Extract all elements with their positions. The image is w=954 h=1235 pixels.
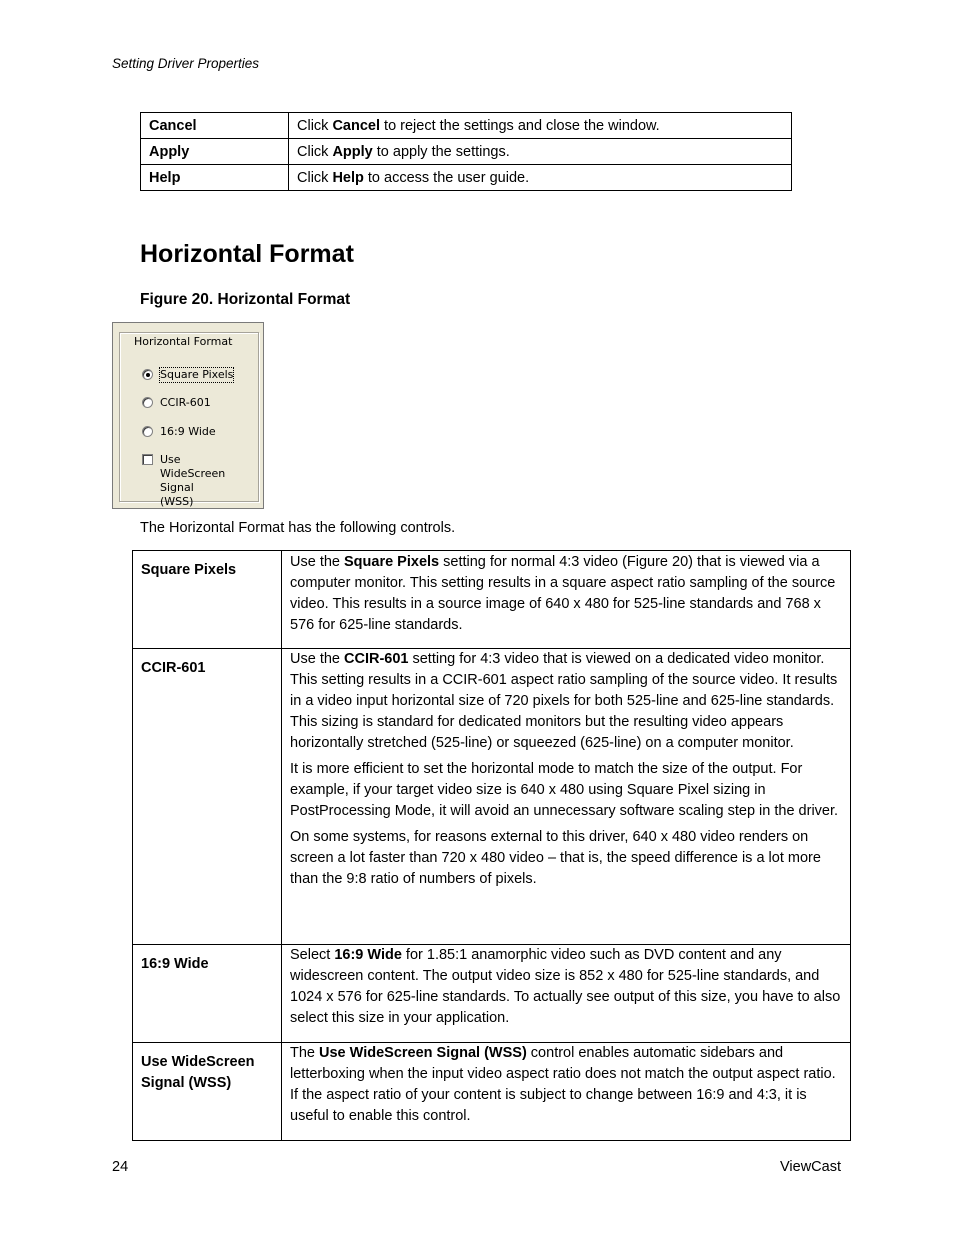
groupbox-title: Horizontal Format xyxy=(134,335,233,348)
page-number: 24 xyxy=(112,1159,129,1175)
ccir601-description: Use the CCIR-601 setting for 4:3 video that is viewed on a dedicated video monitor. This setting results in a CCIR-601 aspect ratio sampling of the source video. It results in a video input horizontal size of 720 pixels for both 525-line and 625-line standards. This sizing is standard for dedicated monitors but the resulting video appears horizontally stretched (525-line) or squeezed (625-line) on a computer monitor. It is more efficient to set the horizontal mode to match the size of the output. For example, if your target video size is 640 x 480 using Square Pixel sizing in PostProcessing Mode, it will avoid an unnecessary software scaling step in the driver. On some systems, for reasons external to this driver, 640 x 480 video renders on screen a lot faster than 720 x 480 video – that is, the speed difference is a lot more than the 9:8 ratio of numbers of pixels. xyxy=(282,649,851,945)
ccir601-term: CCIR-601 xyxy=(133,649,282,945)
horizontal-format-groupbox xyxy=(119,332,259,508)
ccir601-paragraph-2: It is more efficient to set the horizontal mode to match the size of the output. For example, if your target video size is 640 x 480 using Square Pixel sizing in PostProcessing Mode, it will avoid an unnecessary software scaling step in the driver. xyxy=(290,761,839,819)
radio-icon[interactable] xyxy=(142,397,153,408)
square-pixels-label: Square Pixels xyxy=(160,368,234,381)
table-row xyxy=(133,945,851,1043)
table-row xyxy=(141,139,792,165)
ccir601-label: CCIR-601 xyxy=(160,396,211,409)
section-title: Horizontal Format xyxy=(140,240,354,268)
apply-description: Click Apply to apply the settings. xyxy=(289,139,792,165)
horizontal-format-dialog xyxy=(112,322,264,509)
table-row xyxy=(133,551,851,649)
wide169-term: 16:9 Wide xyxy=(133,945,282,1043)
running-header: Setting Driver Properties xyxy=(112,56,260,71)
controls-table xyxy=(132,550,851,1141)
checkbox-icon[interactable] xyxy=(142,454,153,465)
table-row xyxy=(141,113,792,139)
table-row xyxy=(133,1043,851,1141)
wss-description: The Use WideScreen Signal (WSS) control enables automatic sidebars and letterboxing when the input video aspect ratio does not match the output aspect ratio. If the aspect ratio of your content is subject to change between 16:9 and 4:3, it is useful to enable this control. xyxy=(282,1043,851,1141)
figure-caption: Figure 20. Horizontal Format xyxy=(140,291,351,308)
square-pixels-term: Square Pixels xyxy=(133,551,282,649)
ccir601-paragraph-3: On some systems, for reasons external to this driver, 640 x 480 video renders on screen a lot faster than 720 x 480 video – that is, the speed difference is a lot more than the 9:8 ratio of numbers of pixels. xyxy=(290,829,821,887)
apply-term: Apply xyxy=(141,139,289,165)
wide169-description: Select 16:9 Wide for 1.85:1 anamorphic video such as DVD content and any widescreen content. The output video size is 852 x 480 for 525-line standards, and 1024 x 576 for 625-line standards. To actually see output of this size, you have to also select this size in your application. xyxy=(282,945,851,1043)
help-description: Click Help to access the user guide. xyxy=(289,165,792,191)
wss-term: Use WideScreen Signal (WSS) xyxy=(133,1043,282,1141)
radio-selected-icon[interactable] xyxy=(142,369,153,380)
cancel-description: Click Cancel to reject the settings and close the window. xyxy=(289,113,792,139)
radio-icon[interactable] xyxy=(142,426,153,437)
table-row xyxy=(133,649,851,945)
help-term: Help xyxy=(141,165,289,191)
table-row xyxy=(141,165,792,191)
buttons-table xyxy=(140,112,792,191)
wss-label: Use WideScreen Signal (WSS) xyxy=(160,453,226,508)
cancel-term: Cancel xyxy=(141,113,289,139)
wide169-label: 16:9 Wide xyxy=(160,425,216,438)
intro-text: The Horizontal Format has the following controls. xyxy=(140,520,456,536)
company-name: ViewCast xyxy=(780,1159,841,1175)
square-pixels-description: Use the Square Pixels setting for normal 4:3 video (Figure 20) that is viewed via a computer monitor. This setting results in a square aspect ratio sampling of the source video. This results in a source image of 640 x 480 for 525-line standards and 768 x 576 for 625-line standards. xyxy=(282,551,851,649)
